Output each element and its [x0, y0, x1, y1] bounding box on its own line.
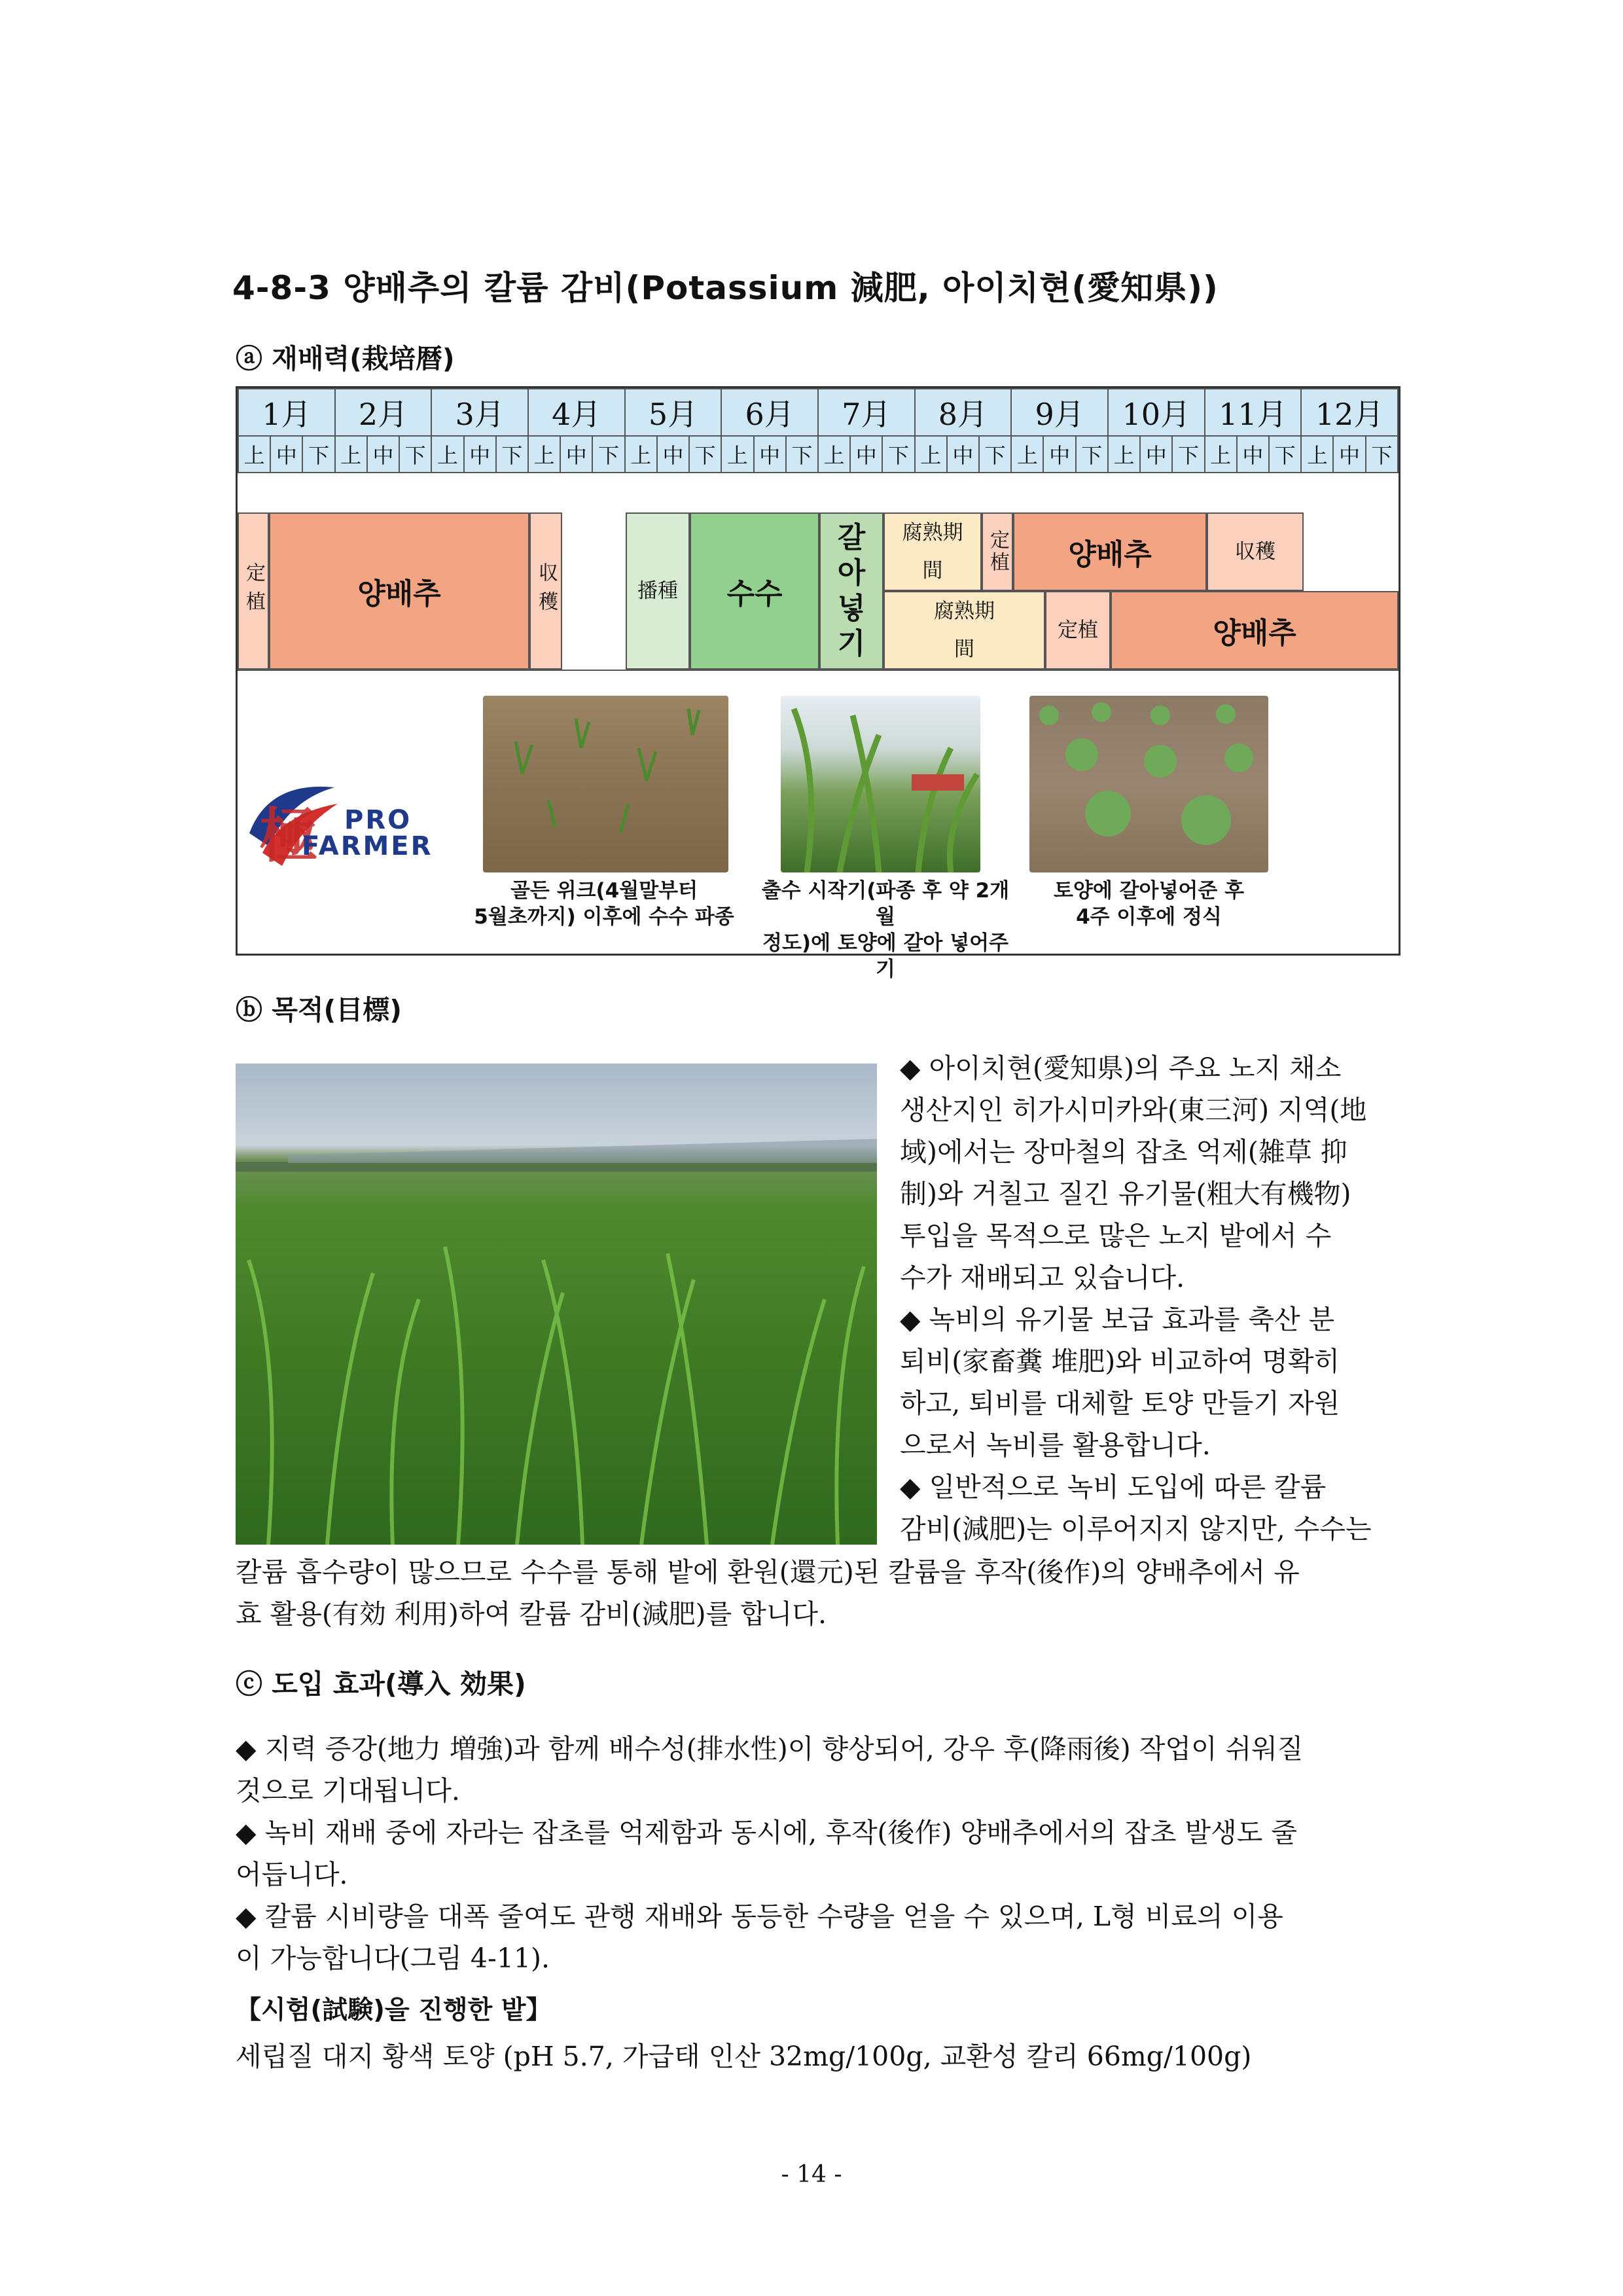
logo-text-farmer: FARMER	[302, 831, 433, 861]
purpose-line: 퇴비(家畜糞 堆肥)와 비교하여 명확히	[900, 1346, 1340, 1377]
purpose-line: 감비(減肥)는 이루어지지 않지만, 수수는	[900, 1513, 1372, 1545]
purpose-line: 효 활용(有効 利用)하여 칼륨 감비(減肥)를 합니다.	[236, 1598, 827, 1630]
decade-cell: 上	[528, 436, 560, 473]
decade-cell: 上	[818, 436, 850, 473]
month-header: 4月	[528, 389, 625, 436]
purpose-line: 域)에서는 장마철의 잡초 억제(雑草 抑	[900, 1136, 1347, 1168]
calendar-header	[238, 388, 1399, 473]
section-b-heading: ⓑ 목적(目標)	[236, 994, 402, 1026]
month-header: 3月	[431, 389, 528, 436]
decade-cell: 中	[754, 436, 786, 473]
purpose-line: 투입을 목적으로 많은 노지 밭에서 수	[900, 1220, 1332, 1251]
purpose-line: 하고, 퇴비를 대체할 토양 만들기 자원	[900, 1388, 1340, 1419]
heading-illustration	[781, 696, 980, 872]
cabbage-illustration	[1029, 696, 1268, 872]
month-header: 11月	[1205, 389, 1302, 436]
decade-cell: 下	[979, 436, 1011, 473]
purpose-line: 수가 재배되고 있습니다.	[900, 1262, 1185, 1293]
effect-item-line: ◆ 녹비 재배 중에 자라는 잡초를 억제함과 동시에, 후작(後作) 양배추에서의 잡초 발생도 줄	[236, 1817, 1297, 1848]
decade-cell: 下	[1269, 436, 1301, 473]
sowing-cell: 播種	[626, 512, 690, 670]
month-header: 10月	[1108, 389, 1205, 436]
decade-cell: 中	[560, 436, 592, 473]
sorghum-block: 수수	[690, 512, 819, 670]
effect-item-line: ◆ 지력 증강(地力 増強)과 함께 배수성(排水性)이 향상되어, 강우 후(降雨後) 작업이 쉬워질	[236, 1733, 1304, 1765]
plow-in-block: 갈아넣기	[819, 512, 883, 670]
decade-cell: 上	[335, 436, 367, 473]
decade-cell: 下	[302, 436, 334, 473]
section-c-heading: ⓒ 도입 효과(導入 効果)	[236, 1668, 526, 1700]
decade-cell: 上	[1205, 436, 1237, 473]
decade-cell: 中	[1333, 436, 1365, 473]
caption-planting-line2: 4주 이후에 정식	[1076, 905, 1222, 929]
decade-cell: 下	[496, 436, 528, 473]
logo-char: 極	[259, 801, 318, 870]
month-header: 1月	[238, 389, 335, 436]
effect-item-line: 어듭니다.	[236, 1859, 348, 1890]
decade-cell: 中	[947, 436, 979, 473]
caption-planting-line1: 토양에 갈아넣어준 후	[1053, 879, 1245, 903]
purpose-line: ◆ 녹비의 유기물 보급 효과를 축산 분	[900, 1304, 1335, 1335]
decade-cell: 上	[721, 436, 753, 473]
cultivation-calendar	[236, 386, 1400, 981]
purpose-full-width	[236, 1551, 1404, 1635]
month-header: 7月	[818, 389, 915, 436]
decade-cell: 中	[1043, 436, 1075, 473]
section-a-heading: ⓐ 재배력(栽培暦)	[236, 343, 455, 374]
decade-cell: 中	[1237, 436, 1269, 473]
purpose-line: 생산지인 히가시미카와(東三河) 지역(地	[900, 1094, 1367, 1126]
harvest-cell-1: 収穫	[529, 512, 562, 670]
sorghum-seedling-photo	[483, 696, 728, 872]
decade-cell: 上	[1301, 436, 1333, 473]
decade-cell: 中	[1140, 436, 1172, 473]
decade-cell: 下	[1172, 436, 1204, 473]
decade-cell: 上	[1011, 436, 1043, 473]
logo-text-pro: PRO	[344, 805, 412, 835]
decay-period-1: 腐熟期間	[883, 512, 982, 591]
cabbage-block-1: 양배추	[269, 512, 529, 670]
page-number: - 14 -	[781, 2161, 842, 2188]
caption-sowing	[467, 878, 741, 930]
decade-cell: 中	[657, 436, 689, 473]
pro-farmer-logo	[243, 774, 459, 872]
month-header: 6月	[721, 389, 818, 436]
month-header: 2月	[335, 389, 432, 436]
purpose-line: 칼륨 흡수량이 많으므로 수수를 통해 밭에 환원(還元)된 칼륨을 후작(後作)의 양배추에서 유	[236, 1556, 1300, 1588]
purpose-line: ◆ 일반적으로 녹비 도입에 따른 칼륨	[900, 1471, 1327, 1503]
trial-text: 세립질 대지 황색 토양 (pH 5.7, 가급태 인산 32mg/100g, 교환성 칼리 66mg/100g)	[236, 2041, 1252, 2072]
decade-cell: 中	[367, 436, 399, 473]
caption-planting	[1029, 878, 1268, 930]
month-header: 9月	[1011, 389, 1108, 436]
decade-cell: 下	[882, 436, 914, 473]
decade-cell: 上	[625, 436, 657, 473]
purpose-line: ◆ 아이치현(愛知県)의 주요 노지 채소	[900, 1052, 1342, 1084]
month-header: 5月	[625, 389, 722, 436]
decade-cell: 上	[915, 436, 947, 473]
field-illustration	[236, 1064, 877, 1545]
decade-cell: 下	[689, 436, 721, 473]
sorghum-heading-photo	[781, 696, 980, 872]
effect-item-line: 것으로 기대됩니다.	[236, 1775, 460, 1806]
decade-cell: 下	[786, 436, 818, 473]
seedling-illustration	[483, 696, 728, 872]
caption-plow-line1: 출수 시작기(파종 후 약 2개월	[761, 879, 1010, 929]
decade-cell: 下	[399, 436, 431, 473]
decade-cell: 下	[592, 436, 624, 473]
decade-cell: 上	[238, 436, 270, 473]
caption-plow	[755, 878, 1016, 982]
effects-list	[236, 1728, 1404, 1979]
cabbage-block-3: 양배추	[1111, 591, 1399, 670]
cabbage-block-2: 양배추	[1013, 512, 1207, 591]
purpose-line: 制)와 거칠고 질긴 유기물(粗大有機物)	[900, 1178, 1351, 1210]
planting-cell-2: 定植	[982, 512, 1013, 591]
decade-cell: 中	[850, 436, 882, 473]
decade-cell: 上	[1108, 436, 1140, 473]
month-header: 12月	[1301, 389, 1398, 436]
decade-cell: 下	[1076, 436, 1108, 473]
sorghum-field-photo	[236, 1064, 877, 1545]
caption-plow-line2: 정도)에 토양에 갈아 넣어주기	[762, 931, 1008, 981]
decay-period-2: 腐熟期間	[883, 591, 1045, 670]
decade-cell: 中	[270, 436, 302, 473]
decade-cell: 上	[431, 436, 463, 473]
page-title: 4-8-3 양배추의 칼륨 감비(Potassium 減肥, 아이치현(愛知県))	[232, 269, 1219, 307]
effect-item-line: 이 가능합니다(그림 4-11).	[236, 1943, 550, 1974]
caption-sowing-line2: 5월초까지) 이후에 수수 파종	[474, 905, 734, 929]
cabbage-planting-photo	[1029, 696, 1268, 872]
month-header: 8月	[915, 389, 1012, 436]
caption-sowing-line1: 골든 위크(4월말부터	[510, 879, 698, 903]
purpose-line: 으로서 녹비를 활용합니다.	[900, 1429, 1211, 1461]
decade-cell: 下	[1366, 436, 1398, 473]
effect-item-line: ◆ 칼륨 시비량을 대폭 줄여도 관행 재배와 동등한 수량을 얻을 수 있으며, L형 비료의 이용	[236, 1901, 1283, 1932]
trial-heading: 【시험(試験)을 진행한 밭】	[236, 1996, 552, 2025]
planting-cell-3: 定植	[1045, 591, 1111, 670]
decade-cell: 中	[464, 436, 496, 473]
harvest-cell-2: 収穫	[1207, 512, 1304, 591]
purpose-column	[900, 1047, 1404, 1550]
planting-cell-1: 定植	[238, 512, 269, 670]
